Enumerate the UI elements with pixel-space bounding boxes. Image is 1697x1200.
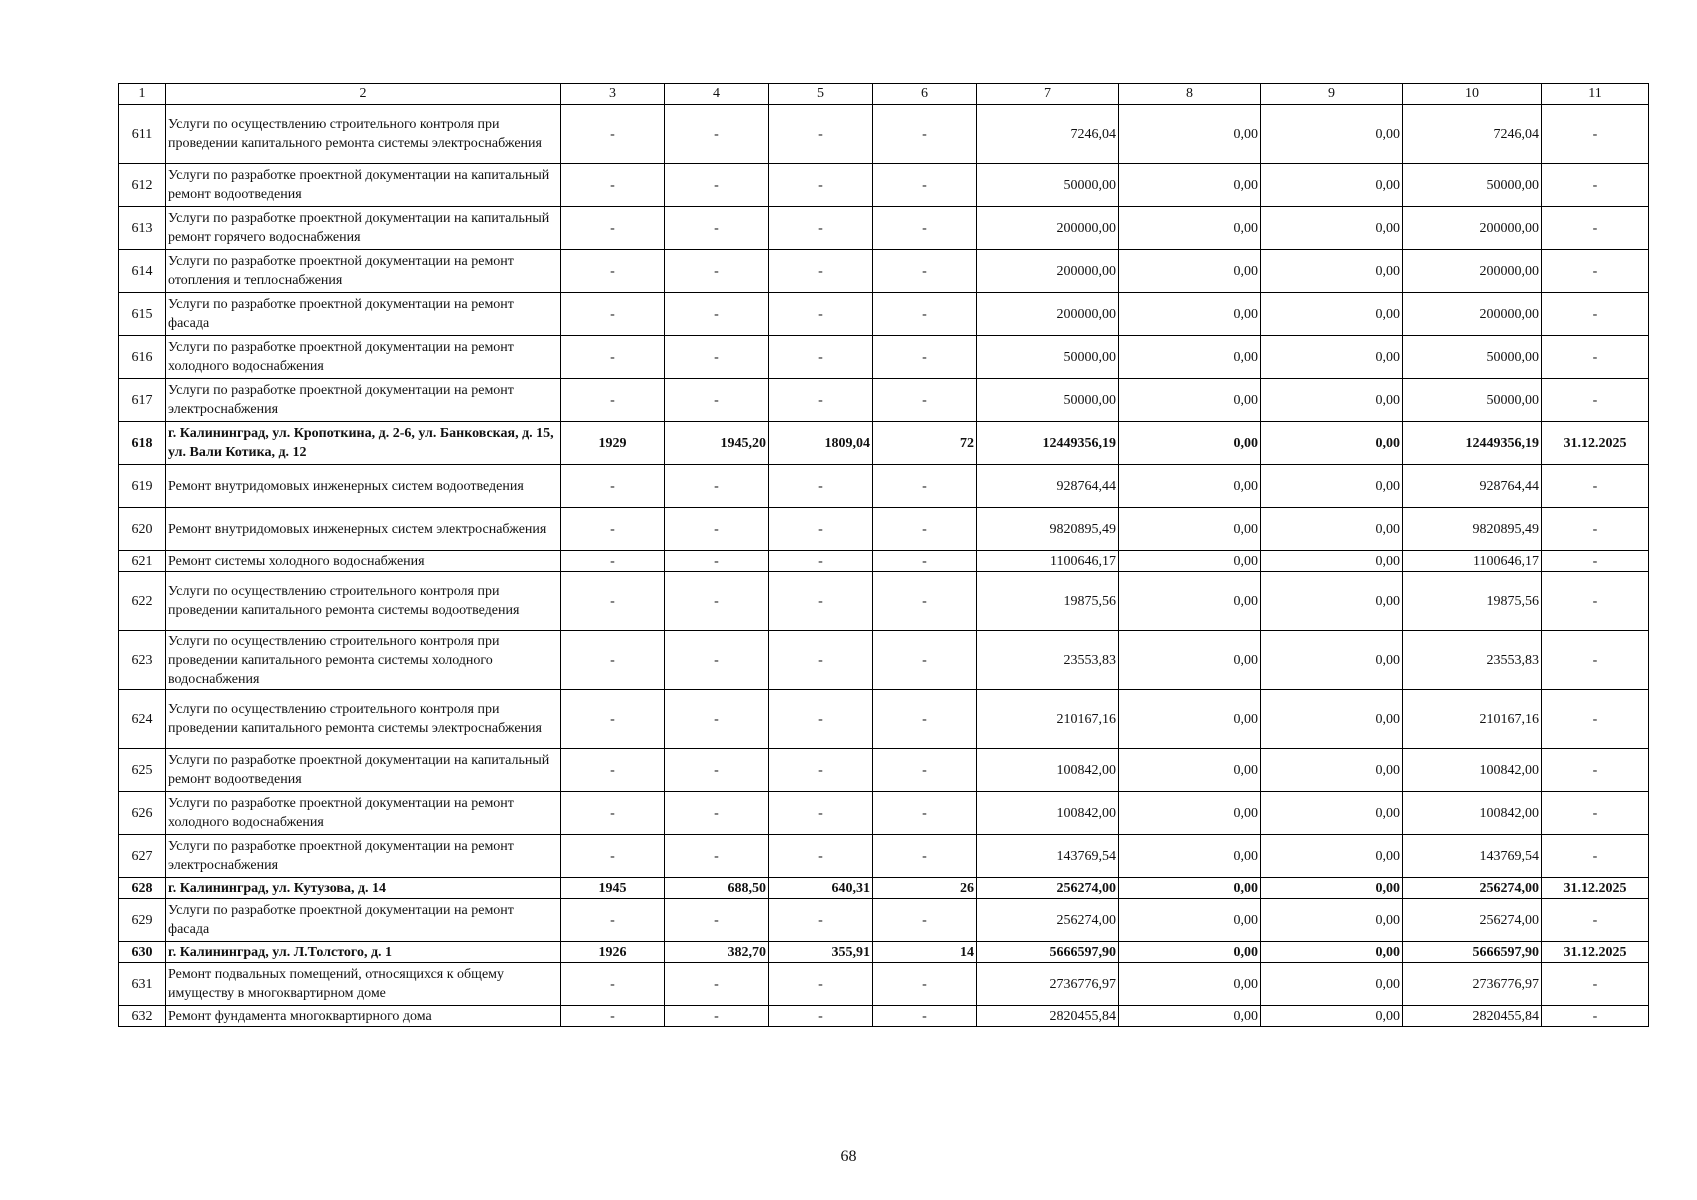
row-number: 630 [119, 942, 166, 963]
col-11-value: - [1542, 749, 1649, 792]
col-5-value: - [769, 336, 873, 379]
table-row [119, 551, 1649, 572]
col-10-value: 1100646,17 [1403, 551, 1542, 572]
column-number: 6 [873, 84, 977, 105]
row-number: 627 [119, 835, 166, 878]
col-5-value: 355,91 [769, 942, 873, 963]
col-3-value: - [561, 690, 665, 749]
col-10-value: 143769,54 [1403, 835, 1542, 878]
col-5-value: - [769, 899, 873, 942]
col-5-value: - [769, 690, 873, 749]
col-5-value: - [769, 572, 873, 631]
col-7-value: 5666597,90 [977, 942, 1119, 963]
col-11-value: 31.12.2025 [1542, 878, 1649, 899]
row-number: 623 [119, 631, 166, 690]
col-10-value: 50000,00 [1403, 379, 1542, 422]
row-number: 613 [119, 207, 166, 250]
col-3-value: - [561, 379, 665, 422]
page-number: 68 [840, 1148, 857, 1165]
col-10-value: 23553,83 [1403, 631, 1542, 690]
table-row [119, 942, 1649, 963]
col-9-value: 0,00 [1261, 631, 1403, 690]
col-11-value: - [1542, 250, 1649, 293]
row-description: г. Калининград, ул. Л.Толстого, д. 1 [166, 942, 561, 963]
col-7-value: 1100646,17 [977, 551, 1119, 572]
row-description: Услуги по разработке проектной документации на ремонт холодного водоснабжения [166, 792, 561, 835]
col-4-value: 382,70 [665, 942, 769, 963]
col-8-value: 0,00 [1119, 336, 1261, 379]
col-10-value: 200000,00 [1403, 293, 1542, 336]
col-11-value: - [1542, 465, 1649, 508]
col-3-value: - [561, 250, 665, 293]
col-4-value: - [665, 749, 769, 792]
row-description: Услуги по разработке проектной документации на капитальный ремонт горячего водоснабжения [166, 207, 561, 250]
row-number: 620 [119, 508, 166, 551]
col-6-value: - [873, 465, 977, 508]
col-8-value: 0,00 [1119, 878, 1261, 899]
row-number: 612 [119, 164, 166, 207]
col-10-value: 19875,56 [1403, 572, 1542, 631]
column-number: 5 [769, 84, 873, 105]
table-row [119, 293, 1649, 336]
row-number: 622 [119, 572, 166, 631]
col-9-value: 0,00 [1261, 336, 1403, 379]
col-11-value: - [1542, 336, 1649, 379]
col-4-value: - [665, 963, 769, 1006]
col-9-value: 0,00 [1261, 572, 1403, 631]
col-6-value: - [873, 336, 977, 379]
col-3-value: 1945 [561, 878, 665, 899]
col-3-value: - [561, 508, 665, 551]
col-11-value: 31.12.2025 [1542, 422, 1649, 465]
col-9-value: 0,00 [1261, 749, 1403, 792]
col-6-value: - [873, 899, 977, 942]
table-row [119, 792, 1649, 835]
col-4-value: - [665, 508, 769, 551]
col-9-value: 0,00 [1261, 792, 1403, 835]
col-6-value: - [873, 749, 977, 792]
row-number: 615 [119, 293, 166, 336]
col-4-value: - [665, 551, 769, 572]
col-5-value: 1809,04 [769, 422, 873, 465]
col-6-value: - [873, 1006, 977, 1027]
table-row [119, 1006, 1649, 1027]
col-5-value: - [769, 551, 873, 572]
row-number: 618 [119, 422, 166, 465]
table-row [119, 878, 1649, 899]
col-6-value: - [873, 164, 977, 207]
col-8-value: 0,00 [1119, 1006, 1261, 1027]
col-5-value: - [769, 250, 873, 293]
col-3-value: - [561, 293, 665, 336]
column-number: 10 [1403, 84, 1542, 105]
column-number: 2 [166, 84, 561, 105]
col-3-value: - [561, 1006, 665, 1027]
table-row [119, 899, 1649, 942]
col-8-value: 0,00 [1119, 899, 1261, 942]
table-row [119, 250, 1649, 293]
table-row [119, 465, 1649, 508]
col-9-value: 0,00 [1261, 164, 1403, 207]
col-10-value: 928764,44 [1403, 465, 1542, 508]
table-row [119, 508, 1649, 551]
col-6-value: - [873, 631, 977, 690]
col-7-value: 23553,83 [977, 631, 1119, 690]
col-5-value: - [769, 963, 873, 1006]
col-11-value: - [1542, 631, 1649, 690]
row-description: Услуги по разработке проектной документации на ремонт фасада [166, 293, 561, 336]
col-4-value: - [665, 336, 769, 379]
col-4-value: - [665, 293, 769, 336]
col-6-value: - [873, 508, 977, 551]
col-4-value: - [665, 690, 769, 749]
col-9-value: 0,00 [1261, 293, 1403, 336]
col-7-value: 50000,00 [977, 164, 1119, 207]
table-row [119, 631, 1649, 690]
col-6-value: - [873, 792, 977, 835]
col-11-value: - [1542, 792, 1649, 835]
col-4-value: - [665, 465, 769, 508]
col-5-value: - [769, 792, 873, 835]
row-description: Услуги по разработке проектной документации на ремонт отопления и теплоснабжения [166, 250, 561, 293]
col-5-value: - [769, 508, 873, 551]
col-5-value: - [769, 207, 873, 250]
col-4-value: 688,50 [665, 878, 769, 899]
table-row [119, 963, 1649, 1006]
row-description: г. Калининград, ул. Кутузова, д. 14 [166, 878, 561, 899]
col-8-value: 0,00 [1119, 572, 1261, 631]
col-7-value: 210167,16 [977, 690, 1119, 749]
col-8-value: 0,00 [1119, 250, 1261, 293]
col-4-value: - [665, 1006, 769, 1027]
row-description: Услуги по разработке проектной документации на ремонт электроснабжения [166, 379, 561, 422]
col-6-value: 72 [873, 422, 977, 465]
table-row [119, 164, 1649, 207]
col-11-value: - [1542, 690, 1649, 749]
col-6-value: - [873, 379, 977, 422]
col-10-value: 256274,00 [1403, 878, 1542, 899]
col-8-value: 0,00 [1119, 164, 1261, 207]
col-4-value: 1945,20 [665, 422, 769, 465]
col-6-value: - [873, 551, 977, 572]
column-number: 9 [1261, 84, 1403, 105]
col-7-value: 200000,00 [977, 250, 1119, 293]
column-number: 1 [119, 84, 166, 105]
col-5-value: - [769, 465, 873, 508]
col-8-value: 0,00 [1119, 749, 1261, 792]
col-9-value: 0,00 [1261, 878, 1403, 899]
col-6-value: - [873, 572, 977, 631]
col-10-value: 100842,00 [1403, 749, 1542, 792]
col-3-value: - [561, 749, 665, 792]
col-8-value: 0,00 [1119, 508, 1261, 551]
col-5-value: - [769, 1006, 873, 1027]
col-7-value: 50000,00 [977, 379, 1119, 422]
col-3-value: - [561, 631, 665, 690]
column-number: 7 [977, 84, 1119, 105]
table-row [119, 835, 1649, 878]
col-7-value: 50000,00 [977, 336, 1119, 379]
row-description: Услуги по разработке проектной документации на капитальный ремонт водоотведения [166, 749, 561, 792]
col-5-value: 640,31 [769, 878, 873, 899]
col-8-value: 0,00 [1119, 551, 1261, 572]
row-description: Ремонт внутридомовых инженерных систем водоотведения [166, 465, 561, 508]
column-number: 3 [561, 84, 665, 105]
row-description: Ремонт системы холодного водоснабжения [166, 551, 561, 572]
col-5-value: - [769, 105, 873, 164]
row-number: 631 [119, 963, 166, 1006]
col-9-value: 0,00 [1261, 508, 1403, 551]
col-11-value: 31.12.2025 [1542, 942, 1649, 963]
col-3-value: - [561, 835, 665, 878]
row-number: 617 [119, 379, 166, 422]
col-7-value: 100842,00 [977, 792, 1119, 835]
col-4-value: - [665, 105, 769, 164]
table-row [119, 749, 1649, 792]
table-row [119, 105, 1649, 164]
column-number-row [119, 84, 1649, 105]
col-7-value: 12449356,19 [977, 422, 1119, 465]
col-6-value: - [873, 250, 977, 293]
col-6-value: 14 [873, 942, 977, 963]
col-3-value: - [561, 899, 665, 942]
row-description: Услуги по разработке проектной документации на ремонт электроснабжения [166, 835, 561, 878]
table-row [119, 572, 1649, 631]
col-11-value: - [1542, 293, 1649, 336]
col-8-value: 0,00 [1119, 690, 1261, 749]
col-11-value: - [1542, 379, 1649, 422]
col-4-value: - [665, 164, 769, 207]
col-3-value: - [561, 105, 665, 164]
col-6-value: - [873, 835, 977, 878]
col-5-value: - [769, 379, 873, 422]
col-9-value: 0,00 [1261, 422, 1403, 465]
col-10-value: 200000,00 [1403, 207, 1542, 250]
col-4-value: - [665, 250, 769, 293]
row-description: г. Калининград, ул. Кропоткина, д. 2-6, ул. Банковская, д. 15, ул. Вали Котика, д. 12 [166, 422, 561, 465]
col-3-value: - [561, 207, 665, 250]
col-7-value: 7246,04 [977, 105, 1119, 164]
row-description: Услуги по осуществлению строительного контроля при проведении капитального ремонта системы водоотведения [166, 572, 561, 631]
col-10-value: 9820895,49 [1403, 508, 1542, 551]
row-number: 619 [119, 465, 166, 508]
col-11-value: - [1542, 835, 1649, 878]
col-11-value: - [1542, 551, 1649, 572]
col-4-value: - [665, 572, 769, 631]
col-5-value: - [769, 164, 873, 207]
row-number: 624 [119, 690, 166, 749]
col-3-value: 1926 [561, 942, 665, 963]
col-7-value: 19875,56 [977, 572, 1119, 631]
col-9-value: 0,00 [1261, 942, 1403, 963]
col-10-value: 2736776,97 [1403, 963, 1542, 1006]
col-7-value: 256274,00 [977, 899, 1119, 942]
col-3-value: - [561, 572, 665, 631]
capital-repair-table [118, 83, 1649, 1027]
col-4-value: - [665, 379, 769, 422]
col-9-value: 0,00 [1261, 250, 1403, 293]
col-3-value: - [561, 792, 665, 835]
col-9-value: 0,00 [1261, 465, 1403, 508]
col-4-value: - [665, 207, 769, 250]
col-9-value: 0,00 [1261, 207, 1403, 250]
col-9-value: 0,00 [1261, 105, 1403, 164]
col-6-value: - [873, 105, 977, 164]
col-10-value: 210167,16 [1403, 690, 1542, 749]
col-9-value: 0,00 [1261, 551, 1403, 572]
col-8-value: 0,00 [1119, 963, 1261, 1006]
col-3-value: - [561, 551, 665, 572]
col-10-value: 2820455,84 [1403, 1006, 1542, 1027]
row-number: 626 [119, 792, 166, 835]
row-number: 625 [119, 749, 166, 792]
col-11-value: - [1542, 105, 1649, 164]
row-description: Услуги по осуществлению строительного контроля при проведении капитального ремонта системы холодного водоснабжения [166, 631, 561, 690]
col-7-value: 2820455,84 [977, 1006, 1119, 1027]
col-8-value: 0,00 [1119, 631, 1261, 690]
row-description: Ремонт внутридомовых инженерных систем электроснабжения [166, 508, 561, 551]
col-11-value: - [1542, 899, 1649, 942]
col-7-value: 2736776,97 [977, 963, 1119, 1006]
col-11-value: - [1542, 1006, 1649, 1027]
col-11-value: - [1542, 572, 1649, 631]
table-row [119, 422, 1649, 465]
col-6-value: 26 [873, 878, 977, 899]
row-number: 629 [119, 899, 166, 942]
column-number: 11 [1542, 84, 1649, 105]
col-3-value: - [561, 963, 665, 1006]
row-description: Услуги по осуществлению строительного контроля при проведении капитального ремонта системы электроснабжения [166, 690, 561, 749]
col-10-value: 12449356,19 [1403, 422, 1542, 465]
col-11-value: - [1542, 164, 1649, 207]
col-3-value: - [561, 465, 665, 508]
row-number: 614 [119, 250, 166, 293]
col-3-value: - [561, 336, 665, 379]
row-description: Ремонт фундамента многоквартирного дома [166, 1006, 561, 1027]
col-10-value: 200000,00 [1403, 250, 1542, 293]
col-5-value: - [769, 749, 873, 792]
row-description: Услуги по разработке проектной документации на капитальный ремонт водоотведения [166, 164, 561, 207]
col-5-value: - [769, 293, 873, 336]
column-number: 4 [665, 84, 769, 105]
col-5-value: - [769, 631, 873, 690]
col-9-value: 0,00 [1261, 835, 1403, 878]
col-7-value: 9820895,49 [977, 508, 1119, 551]
col-10-value: 7246,04 [1403, 105, 1542, 164]
col-4-value: - [665, 899, 769, 942]
col-11-value: - [1542, 963, 1649, 1006]
col-8-value: 0,00 [1119, 207, 1261, 250]
col-6-value: - [873, 207, 977, 250]
col-11-value: - [1542, 207, 1649, 250]
col-8-value: 0,00 [1119, 379, 1261, 422]
col-9-value: 0,00 [1261, 690, 1403, 749]
col-4-value: - [665, 835, 769, 878]
col-10-value: 100842,00 [1403, 792, 1542, 835]
col-7-value: 100842,00 [977, 749, 1119, 792]
table-row [119, 207, 1649, 250]
col-3-value: - [561, 164, 665, 207]
col-5-value: - [769, 835, 873, 878]
col-6-value: - [873, 963, 977, 1006]
row-description: Услуги по осуществлению строительного контроля при проведении капитального ремонта системы электроснабжения [166, 105, 561, 164]
col-11-value: - [1542, 508, 1649, 551]
row-number: 616 [119, 336, 166, 379]
col-9-value: 0,00 [1261, 1006, 1403, 1027]
col-10-value: 256274,00 [1403, 899, 1542, 942]
col-7-value: 200000,00 [977, 207, 1119, 250]
col-8-value: 0,00 [1119, 422, 1261, 465]
col-8-value: 0,00 [1119, 942, 1261, 963]
table-row [119, 690, 1649, 749]
col-8-value: 0,00 [1119, 465, 1261, 508]
col-6-value: - [873, 690, 977, 749]
row-number: 611 [119, 105, 166, 164]
col-4-value: - [665, 631, 769, 690]
col-7-value: 928764,44 [977, 465, 1119, 508]
table-row [119, 336, 1649, 379]
table-row [119, 379, 1649, 422]
col-7-value: 143769,54 [977, 835, 1119, 878]
col-10-value: 50000,00 [1403, 164, 1542, 207]
col-9-value: 0,00 [1261, 899, 1403, 942]
column-number: 8 [1119, 84, 1261, 105]
col-8-value: 0,00 [1119, 105, 1261, 164]
col-8-value: 0,00 [1119, 293, 1261, 336]
col-7-value: 256274,00 [977, 878, 1119, 899]
row-number: 632 [119, 1006, 166, 1027]
col-8-value: 0,00 [1119, 835, 1261, 878]
row-description: Услуги по разработке проектной документации на ремонт холодного водоснабжения [166, 336, 561, 379]
row-description: Услуги по разработке проектной документации на ремонт фасада [166, 899, 561, 942]
col-8-value: 0,00 [1119, 792, 1261, 835]
col-6-value: - [873, 293, 977, 336]
col-3-value: 1929 [561, 422, 665, 465]
row-description: Ремонт подвальных помещений, относящихся к общему имуществу в многоквартирном доме [166, 963, 561, 1006]
col-9-value: 0,00 [1261, 963, 1403, 1006]
col-7-value: 200000,00 [977, 293, 1119, 336]
col-4-value: - [665, 792, 769, 835]
col-10-value: 5666597,90 [1403, 942, 1542, 963]
row-number: 628 [119, 878, 166, 899]
row-number: 621 [119, 551, 166, 572]
col-9-value: 0,00 [1261, 379, 1403, 422]
col-10-value: 50000,00 [1403, 336, 1542, 379]
